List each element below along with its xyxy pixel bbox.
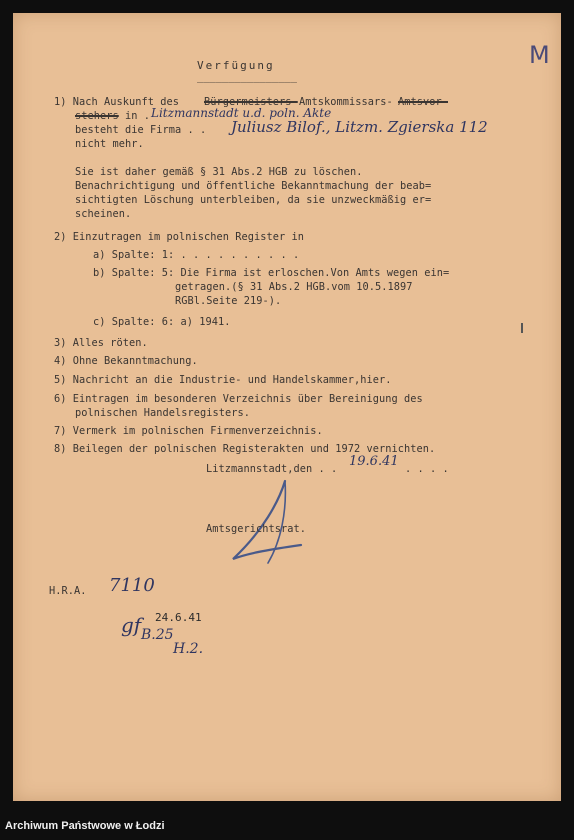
signature-label: Amtsgerichtsrat. [206,523,306,535]
item-2a: a) Spalte: 1: . . . . . . . . . . [93,249,300,261]
item-6-line-2: polnischen Handelsregisters. [75,407,250,419]
struck-buergermeister: Bürgermeisters- [204,96,298,108]
handwritten-firm-name: Juliusz Bilof., Litzm. Zgierska 112 [231,118,488,136]
item-2b-line-2: getragen.(§ 31 Abs.2 HGB.vom 10.5.1897 [175,281,413,293]
archive-footer [0,813,574,840]
in-text: in . [125,110,150,122]
note-b: B.25 [141,627,174,643]
item-1-line-7: sichtigten Löschung unterbleiben, da sie unzweckmäßig er= [75,194,432,206]
item-1-line-8: scheinen. [75,208,132,220]
item-1-line-1: 1) Nach Auskunft des [54,96,179,108]
hra-number: 7110 [109,575,155,596]
amtskommissar-text: Amtskommissars- [299,96,393,108]
item-2b-line-1: b) Spalte: 5: Die Firma ist erloschen.Von Amts wegen ein= [93,267,450,279]
document-title: Verfügung [197,59,275,72]
page-mark: M [529,41,550,69]
item-1-line-3: besteht die Firma . . [75,124,207,136]
item-6-line-1: 6) Eintragen im besonderen Verzeichnis über Bereinigung des [54,393,423,405]
hra-label: H.R.A. [49,585,87,597]
title-underline: ________________ [197,71,297,83]
item-5: 5) Nachricht an die Industrie- und Handelskammer,hier. [54,374,392,386]
item-7: 7) Vermerk im polnischen Firmenverzeichnis. [54,425,323,437]
item-2c: c) Spalte: 6: a) 1941. [93,316,231,328]
stamp-date: 24.6.41 [155,611,202,624]
item-4: 4) Ohne Bekanntmachung. [54,355,198,367]
struck-amtsvorsteher: Amtsvor- [398,96,448,108]
margin-tick [521,323,523,333]
struck-stehers: stehers [75,110,119,122]
item-1-line-5: Sie ist daher gemäß § 31 Abs.2 HGB zu löschen. [75,166,363,178]
document-page [13,13,561,801]
archive-name: Archiwum Państwowe w Łodzi [5,820,165,832]
place-date-line: Litzmannstadt,den . . [206,463,338,475]
item-2b-line-3: RGBl.Seite 219-). [175,295,282,307]
item-3: 3) Alles röten. [54,337,148,349]
initial-mark: gf [121,613,142,637]
handwritten-date: 19.6.41 [349,454,399,469]
note-h: H.2. [173,641,204,657]
item-1-line-4: nicht mehr. [75,138,144,150]
item-1-line-6: Benachrichtigung und öffentliche Bekanntmachung der beab= [75,180,432,192]
item-2-heading: 2) Einzutragen im polnischen Register in [54,231,304,243]
place-date-dots: . . . . [405,463,449,475]
handwritten-city: Litzmannstadt u.d. poln. Akte [151,106,332,120]
item-8: 8) Beilegen der polnischen Registerakten und 1972 vernichten. [54,443,436,455]
